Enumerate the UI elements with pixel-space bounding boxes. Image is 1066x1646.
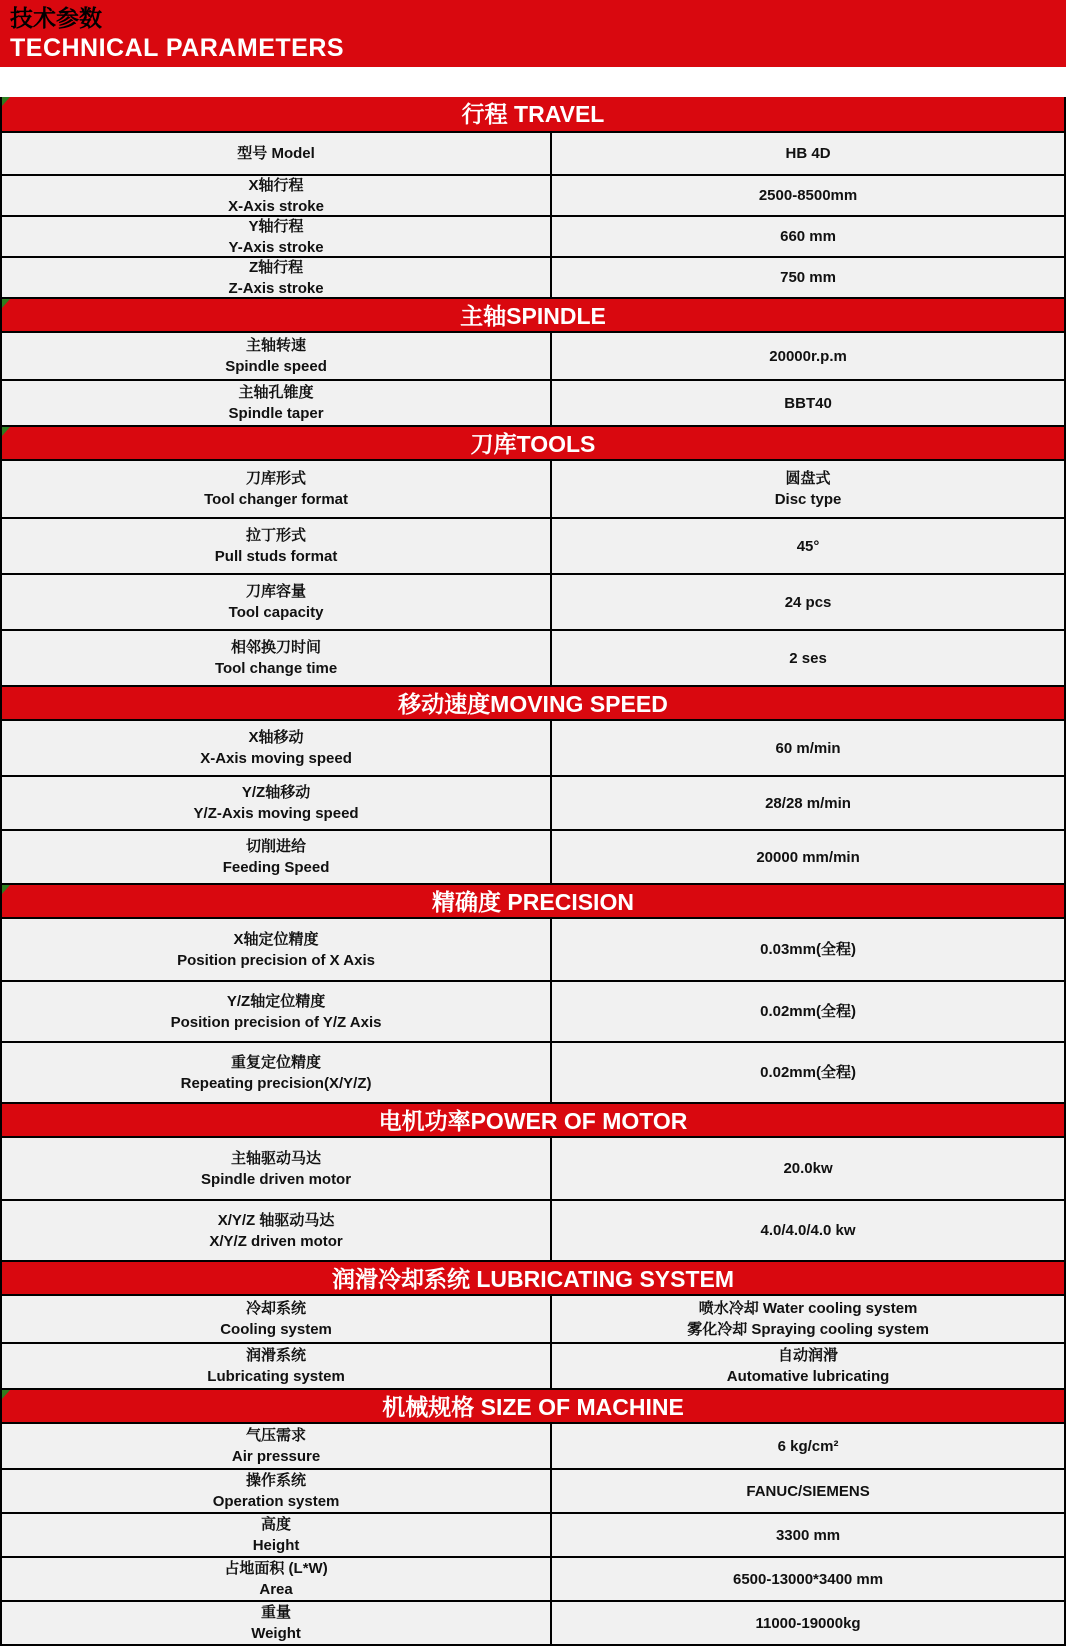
table-row bbox=[2, 1199, 1064, 1260]
param-label-zh: Y轴行程 bbox=[248, 217, 304, 235]
section-header bbox=[2, 1388, 1064, 1424]
param-value: 6500-13000*3400 mm bbox=[732, 1570, 884, 1588]
corner-mark-icon bbox=[2, 97, 10, 106]
table-row bbox=[2, 256, 1064, 297]
param-label-en: X/Y/Z driven motor bbox=[209, 1232, 343, 1250]
param-label-zh: 刀库容量 bbox=[246, 583, 307, 600]
param-value-cell bbox=[552, 982, 1064, 1041]
param-value-cell bbox=[552, 1514, 1064, 1556]
param-value: 0.02mm(全程) bbox=[760, 1003, 856, 1020]
param-value-cell bbox=[552, 1470, 1064, 1512]
param-value: 2500-8500mm bbox=[758, 187, 858, 204]
section-rows bbox=[2, 333, 1064, 425]
param-value: Disc type bbox=[774, 491, 842, 508]
section-title: 机械规格 SIZE OF MACHINE bbox=[382, 1394, 684, 1420]
section-title: 行程 TRAVEL bbox=[461, 101, 605, 127]
table-row bbox=[2, 215, 1064, 256]
param-value: 28/28 m/min bbox=[765, 794, 851, 812]
section-header bbox=[2, 297, 1064, 333]
param-label-zh: 相邻换刀时间 bbox=[231, 639, 322, 656]
param-label-cell bbox=[2, 217, 552, 256]
param-label-zh: 冷却系统 bbox=[246, 1300, 307, 1317]
param-label-en: Z-Axis stroke bbox=[228, 279, 324, 297]
section-title: 移动速度MOVING SPEED bbox=[398, 691, 668, 717]
param-label-en: X-Axis stroke bbox=[228, 197, 324, 215]
section-title: 电机功率POWER OF MOTOR bbox=[378, 1108, 688, 1134]
table-row bbox=[2, 573, 1064, 629]
param-label-zh: 刀库形式 bbox=[246, 470, 307, 487]
param-label-zh: 主轴孔锥度 bbox=[238, 384, 314, 401]
param-label-cell bbox=[2, 381, 552, 425]
param-value: 60 m/min bbox=[775, 739, 841, 757]
param-label-cell bbox=[2, 631, 552, 685]
param-label-cell bbox=[2, 1201, 552, 1260]
param-value-cell bbox=[552, 217, 1064, 256]
table-row bbox=[2, 379, 1064, 425]
param-label-cell bbox=[2, 982, 552, 1041]
param-value-cell bbox=[552, 831, 1064, 883]
param-label-zh: Y/Z轴移动 bbox=[241, 784, 311, 801]
table-row bbox=[2, 1296, 1064, 1342]
param-label-cell bbox=[2, 831, 552, 883]
section-title: 润滑冷却系统 LUBRICATING SYSTEM bbox=[331, 1266, 735, 1292]
table-row bbox=[2, 775, 1064, 829]
section-rows bbox=[2, 1424, 1064, 1644]
param-label-en: Tool changer format bbox=[204, 491, 348, 508]
table-row bbox=[2, 1512, 1064, 1556]
section-title: 主轴SPINDLE bbox=[460, 303, 606, 329]
corner-mark-icon bbox=[2, 885, 10, 894]
section-header bbox=[2, 685, 1064, 721]
section-header bbox=[2, 425, 1064, 461]
param-value: HB 4D bbox=[785, 145, 831, 162]
table-row bbox=[2, 333, 1064, 379]
table-row bbox=[2, 1468, 1064, 1512]
param-label-en: Spindle driven motor bbox=[201, 1170, 352, 1188]
parameters-table bbox=[0, 97, 1066, 1646]
table-row bbox=[2, 461, 1064, 517]
param-label-cell bbox=[2, 919, 552, 980]
section-title: 精确度 PRECISION bbox=[432, 889, 634, 915]
param-label-en: X-Axis moving speed bbox=[200, 750, 352, 767]
param-label-zh: 气压需求 bbox=[246, 1427, 307, 1444]
param-label-zh: 型号 Model bbox=[237, 145, 315, 162]
param-label-en: Pull studs format bbox=[214, 548, 338, 565]
table-row bbox=[2, 1556, 1064, 1600]
section-rows bbox=[2, 133, 1064, 297]
param-value: BBT40 bbox=[784, 394, 832, 412]
section-rows bbox=[2, 461, 1064, 685]
param-value-cell bbox=[552, 519, 1064, 573]
param-label-en: Lubricating system bbox=[207, 1368, 345, 1385]
page-title-en: TECHNICAL PARAMETERS bbox=[10, 34, 345, 62]
param-label-cell bbox=[2, 258, 552, 297]
param-label-cell bbox=[2, 1344, 552, 1388]
param-label-zh: X轴定位精度 bbox=[233, 930, 319, 948]
param-label-zh: 高度 bbox=[261, 1516, 292, 1533]
param-label-zh: 主轴转速 bbox=[246, 337, 307, 354]
param-value-cell bbox=[552, 176, 1064, 215]
section-header bbox=[2, 883, 1064, 919]
table-row bbox=[2, 1342, 1064, 1388]
param-label-en: Spindle taper bbox=[228, 405, 324, 422]
param-label-en: Position precision of X Axis bbox=[177, 951, 375, 969]
param-label-cell bbox=[2, 1424, 552, 1468]
section-rows bbox=[2, 1138, 1064, 1260]
param-value: 11000-19000kg bbox=[755, 1614, 861, 1632]
table-row bbox=[2, 174, 1064, 215]
param-value: 0.03mm(全程) bbox=[760, 941, 856, 958]
param-label-en: Feeding Speed bbox=[222, 859, 330, 876]
table-row bbox=[2, 1600, 1064, 1644]
param-label-zh: 操作系统 bbox=[246, 1472, 307, 1489]
param-value: 2 ses bbox=[789, 649, 827, 667]
section-rows bbox=[2, 721, 1064, 883]
corner-mark-icon bbox=[2, 1390, 10, 1399]
param-value-cell bbox=[552, 777, 1064, 829]
section-rows bbox=[2, 919, 1064, 1102]
page-title-zh: 技术参数 bbox=[10, 5, 102, 31]
param-label-en: Operation system bbox=[212, 1493, 340, 1510]
table-row bbox=[2, 1424, 1064, 1468]
param-label-zh: 润滑系统 bbox=[246, 1347, 307, 1364]
param-value-cell bbox=[552, 1296, 1064, 1342]
param-label-en: Weight bbox=[251, 1625, 301, 1642]
param-label-zh: X/Y/Z 轴驱动马达 bbox=[217, 1211, 335, 1229]
table-row bbox=[2, 721, 1064, 775]
param-value: 20000r.p.m bbox=[769, 347, 847, 365]
param-value-cell bbox=[552, 1201, 1064, 1260]
section-header bbox=[2, 1102, 1064, 1138]
param-value: 750 mm bbox=[780, 269, 836, 286]
param-value: 圆盘式 bbox=[785, 470, 831, 487]
param-label-cell bbox=[2, 1470, 552, 1512]
param-value-cell bbox=[552, 1344, 1064, 1388]
param-value: 6 kg/cm² bbox=[777, 1437, 839, 1455]
param-label-cell bbox=[2, 721, 552, 775]
param-label-cell bbox=[2, 176, 552, 215]
table-row bbox=[2, 133, 1064, 174]
spacer bbox=[0, 67, 1066, 97]
param-value-cell bbox=[552, 381, 1064, 425]
table-row bbox=[2, 629, 1064, 685]
param-value: 4.0/4.0/4.0 kw bbox=[760, 1222, 856, 1239]
param-label-cell bbox=[2, 1296, 552, 1342]
param-value-cell bbox=[552, 1602, 1064, 1644]
param-value-cell bbox=[552, 721, 1064, 775]
param-value: 自动润滑 bbox=[778, 1347, 839, 1364]
param-label-cell bbox=[2, 1138, 552, 1199]
param-value-cell bbox=[552, 133, 1064, 174]
param-label-zh: 占地面积 (L*W) bbox=[224, 1560, 328, 1577]
param-value-cell bbox=[552, 1138, 1064, 1199]
param-value-cell bbox=[552, 1558, 1064, 1600]
corner-mark-icon bbox=[2, 427, 10, 436]
param-label-cell bbox=[2, 333, 552, 379]
param-value-cell bbox=[552, 1424, 1064, 1468]
param-value: 45° bbox=[796, 537, 820, 555]
param-label-en: Position precision of Y/Z Axis bbox=[170, 1013, 382, 1031]
param-label-cell bbox=[2, 461, 552, 517]
param-label-zh: 重复定位精度 bbox=[231, 1053, 322, 1071]
param-value: FANUC/SIEMENS bbox=[746, 1482, 870, 1500]
table-row bbox=[2, 1041, 1064, 1102]
table-row bbox=[2, 980, 1064, 1041]
param-value-cell bbox=[552, 575, 1064, 629]
param-label-zh: 主轴驱动马达 bbox=[231, 1149, 322, 1167]
param-value: 3300 mm bbox=[775, 1526, 841, 1544]
param-label-zh: 切削进给 bbox=[246, 838, 307, 855]
section-header bbox=[2, 97, 1064, 133]
section-rows bbox=[2, 1296, 1064, 1388]
param-value: 雾化冷却 Spraying cooling system bbox=[687, 1321, 929, 1338]
section-header bbox=[2, 1260, 1064, 1296]
param-label-cell bbox=[2, 1514, 552, 1556]
table-row bbox=[2, 1138, 1064, 1199]
param-label-cell bbox=[2, 777, 552, 829]
param-label-cell bbox=[2, 519, 552, 573]
param-label-zh: 拉丁形式 bbox=[246, 527, 307, 544]
param-label-en: Tool change time bbox=[214, 660, 338, 677]
section-title: 刀库TOOLS bbox=[470, 431, 596, 457]
param-label-zh: 重量 bbox=[261, 1604, 292, 1621]
param-label-en: Cooling system bbox=[220, 1321, 332, 1338]
param-value: 0.02mm(全程) bbox=[760, 1064, 856, 1081]
param-label-zh: X轴行程 bbox=[248, 176, 304, 194]
param-label-zh: X轴移动 bbox=[248, 729, 304, 746]
param-label-en: Height bbox=[252, 1537, 300, 1554]
param-value: Automative lubricating bbox=[726, 1368, 890, 1385]
param-label-cell bbox=[2, 1043, 552, 1102]
table-row bbox=[2, 919, 1064, 980]
param-value-cell bbox=[552, 1043, 1064, 1102]
param-label-en: Air pressure bbox=[231, 1448, 321, 1465]
table-row bbox=[2, 829, 1064, 883]
param-label-en: Repeating precision(X/Y/Z) bbox=[180, 1074, 372, 1092]
table-row bbox=[2, 517, 1064, 573]
param-value-cell bbox=[552, 919, 1064, 980]
param-label-cell bbox=[2, 1602, 552, 1644]
param-label-zh: Y/Z轴定位精度 bbox=[226, 992, 326, 1010]
param-value: 660 mm bbox=[780, 228, 836, 245]
corner-mark-icon bbox=[2, 299, 10, 308]
param-value: 20.0kw bbox=[783, 1160, 833, 1177]
param-value-cell bbox=[552, 258, 1064, 297]
param-value-cell bbox=[552, 631, 1064, 685]
param-label-cell bbox=[2, 575, 552, 629]
param-value-cell bbox=[552, 461, 1064, 517]
param-label-en: Area bbox=[259, 1581, 293, 1598]
param-label-cell bbox=[2, 133, 552, 174]
param-value: 喷水冷却 Water cooling system bbox=[698, 1300, 918, 1317]
param-label-en: Spindle speed bbox=[225, 358, 327, 375]
param-label-zh: Z轴行程 bbox=[248, 258, 304, 276]
param-value: 24 pcs bbox=[784, 593, 832, 611]
param-label-en: Y-Axis stroke bbox=[228, 238, 324, 256]
param-value-cell bbox=[552, 333, 1064, 379]
param-label-en: Y/Z-Axis moving speed bbox=[193, 805, 359, 822]
page-header-banner bbox=[0, 0, 1066, 67]
param-label-cell bbox=[2, 1558, 552, 1600]
param-value: 20000 mm/min bbox=[756, 848, 860, 866]
param-label-en: Tool capacity bbox=[228, 604, 324, 621]
